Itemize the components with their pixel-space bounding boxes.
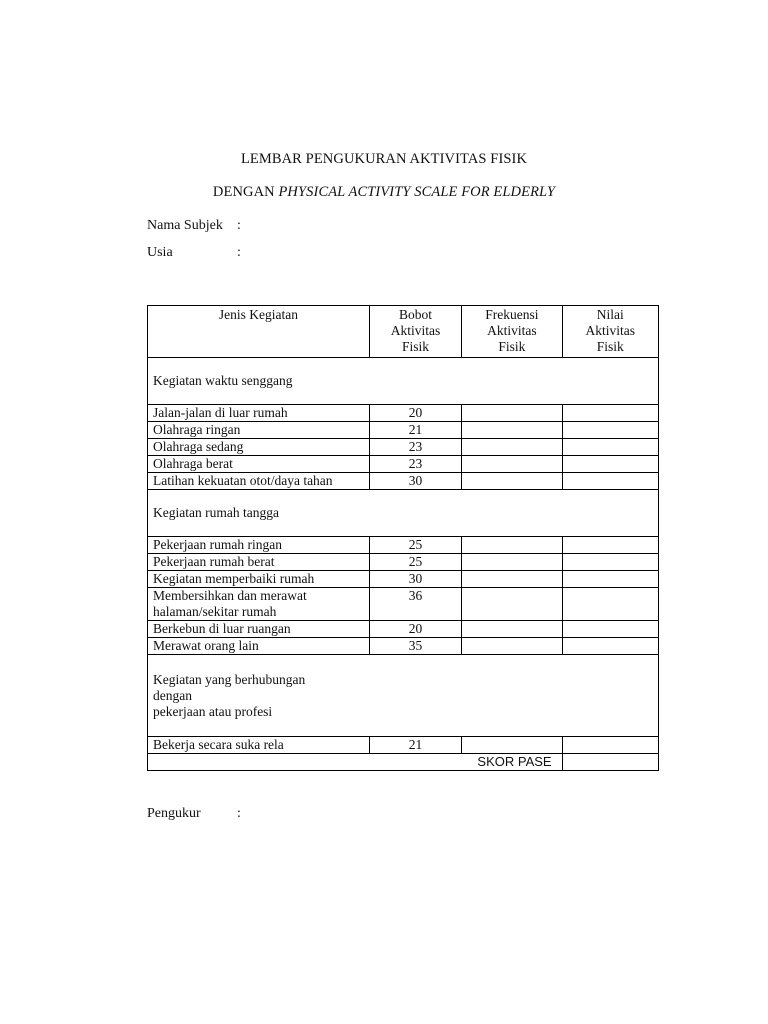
nilai-cell[interactable] bbox=[562, 456, 658, 473]
nilai-cell[interactable] bbox=[562, 537, 658, 554]
frekuensi-cell[interactable] bbox=[462, 439, 562, 456]
subtitle-italic: PHYSICAL ACTIVITY SCALE FOR ELDERLY bbox=[278, 184, 556, 200]
activity-name: Jalan-jalan di luar rumah bbox=[148, 405, 370, 422]
document-title: LEMBAR PENGUKURAN AKTIVITAS FISIK bbox=[240, 151, 528, 167]
skor-pase-value[interactable] bbox=[562, 754, 658, 771]
table-row bbox=[148, 638, 659, 655]
bobot-value: 23 bbox=[369, 439, 461, 456]
usia-label: Usia bbox=[147, 245, 173, 260]
bobot-value: 30 bbox=[369, 571, 461, 588]
activity-name: Membersihkan dan merawat halaman/sekitar rumah bbox=[148, 588, 370, 621]
bobot-value: 25 bbox=[369, 554, 461, 571]
activity-name: Pekerjaan rumah ringan bbox=[148, 537, 370, 554]
header-bobot: Bobot Aktivitas Fisik bbox=[369, 306, 461, 358]
frekuensi-cell[interactable] bbox=[462, 737, 562, 754]
bobot-value: 21 bbox=[369, 422, 461, 439]
bobot-value: 23 bbox=[369, 456, 461, 473]
table-row bbox=[148, 537, 659, 554]
subtitle-prefix: DENGAN bbox=[212, 184, 279, 200]
nilai-cell[interactable] bbox=[562, 571, 658, 588]
table-header-row bbox=[148, 306, 659, 358]
table-row bbox=[148, 405, 659, 422]
frekuensi-cell[interactable] bbox=[462, 537, 562, 554]
table-row bbox=[148, 422, 659, 439]
table-row bbox=[148, 456, 659, 473]
activity-name: Bekerja secara suka rela bbox=[148, 737, 370, 754]
table-row bbox=[148, 473, 659, 490]
frekuensi-cell[interactable] bbox=[462, 422, 562, 439]
header-nilai: Nilai Aktivitas Fisik bbox=[562, 306, 658, 358]
frekuensi-cell[interactable] bbox=[462, 554, 562, 571]
activity-name: Berkebun di luar ruangan bbox=[148, 621, 370, 638]
frekuensi-cell[interactable] bbox=[462, 588, 562, 621]
nilai-cell[interactable] bbox=[562, 422, 658, 439]
bobot-value: 25 bbox=[369, 537, 461, 554]
activity-name: Olahraga ringan bbox=[148, 422, 370, 439]
section-row-waktu-senggang bbox=[148, 358, 659, 405]
pengukur-colon: : bbox=[237, 806, 241, 821]
nilai-cell[interactable] bbox=[562, 554, 658, 571]
section-row-rumah-tangga bbox=[148, 490, 659, 537]
nilai-cell[interactable] bbox=[562, 405, 658, 422]
usia-field bbox=[147, 245, 241, 261]
skor-pase-label: SKOR PASE bbox=[148, 754, 563, 771]
nilai-cell[interactable] bbox=[562, 439, 658, 456]
document-subtitle bbox=[0, 184, 768, 201]
table-row bbox=[148, 571, 659, 588]
bobot-value: 30 bbox=[369, 473, 461, 490]
usia-colon: : bbox=[237, 245, 241, 260]
bobot-value: 35 bbox=[369, 638, 461, 655]
section-label: Kegiatan rumah tangga bbox=[148, 490, 659, 537]
skor-row bbox=[148, 754, 659, 771]
nama-subjek-colon: : bbox=[237, 218, 241, 233]
nilai-cell[interactable] bbox=[562, 621, 658, 638]
activity-name: Pekerjaan rumah berat bbox=[148, 554, 370, 571]
section-row-pekerjaan bbox=[148, 655, 659, 737]
nama-subjek-label: Nama Subjek bbox=[147, 218, 223, 233]
pengukur-label: Pengukur bbox=[147, 806, 201, 821]
table-row bbox=[148, 588, 659, 621]
pengukur-field bbox=[147, 806, 241, 822]
activity-table bbox=[147, 305, 659, 771]
nilai-cell[interactable] bbox=[562, 638, 658, 655]
bobot-value: 21 bbox=[369, 737, 461, 754]
header-frekuensi: Frekuensi Aktivitas Fisik bbox=[462, 306, 562, 358]
frekuensi-cell[interactable] bbox=[462, 456, 562, 473]
section-label: Kegiatan waktu senggang bbox=[148, 358, 659, 405]
table-row bbox=[148, 621, 659, 638]
nilai-cell[interactable] bbox=[562, 737, 658, 754]
frekuensi-cell[interactable] bbox=[462, 621, 562, 638]
nilai-cell[interactable] bbox=[562, 473, 658, 490]
activity-name: Kegiatan memperbaiki rumah bbox=[148, 571, 370, 588]
activity-name: Olahraga berat bbox=[148, 456, 370, 473]
bobot-value: 20 bbox=[369, 405, 461, 422]
activity-name: Latihan kekuatan otot/daya tahan bbox=[148, 473, 370, 490]
table-row bbox=[148, 439, 659, 456]
nama-subjek-field bbox=[147, 218, 241, 234]
activity-name: Olahraga sedang bbox=[148, 439, 370, 456]
frekuensi-cell[interactable] bbox=[462, 638, 562, 655]
frekuensi-cell[interactable] bbox=[462, 571, 562, 588]
table-row bbox=[148, 554, 659, 571]
table-row bbox=[148, 737, 659, 754]
frekuensi-cell[interactable] bbox=[462, 405, 562, 422]
nilai-cell[interactable] bbox=[562, 588, 658, 621]
bobot-value: 20 bbox=[369, 621, 461, 638]
frekuensi-cell[interactable] bbox=[462, 473, 562, 490]
section-label: Kegiatan yang berhubungan dengan pekerjaan atau profesi bbox=[148, 655, 659, 737]
bobot-value: 36 bbox=[369, 588, 461, 621]
header-jenis-kegiatan: Jenis Kegiatan bbox=[148, 306, 370, 358]
activity-name: Merawat orang lain bbox=[148, 638, 370, 655]
